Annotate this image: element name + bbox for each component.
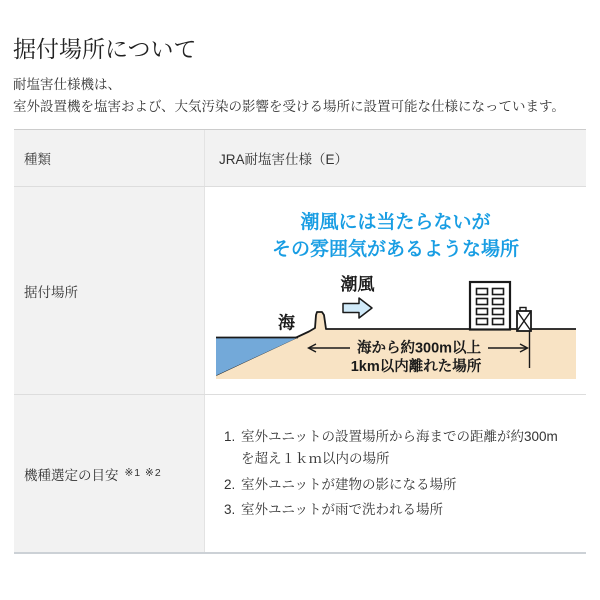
table-row-type: [14, 130, 586, 187]
row-header-type: 種類: [14, 130, 205, 186]
table-row-location: [14, 187, 586, 395]
list-item-text: 室外ユニットが建物の影になる場所: [241, 476, 457, 492]
location-headline: [205, 209, 586, 263]
sea-label: 海: [277, 313, 295, 333]
distance-label-line1: 海から約300m以上: [356, 340, 481, 357]
list-item-number: 3.: [224, 502, 236, 517]
spec-table: [14, 129, 586, 554]
list-item: [224, 474, 586, 497]
headline-line2: その雰囲気があるような場所: [271, 239, 519, 260]
building-icon: [470, 282, 510, 330]
row-value-location: [205, 187, 586, 394]
list-item-text: 室外ユニットの設置場所から海までの距離が約300mを超え１ｋｍ以内の場所: [241, 428, 558, 466]
criteria-header-note: ※1 ※2: [124, 466, 162, 479]
list-item: [224, 499, 586, 522]
list-item: [224, 426, 586, 471]
sea-breeze-arrow-icon: [343, 298, 372, 318]
list-item-number: 2.: [224, 476, 236, 492]
row-value-type: JRA耐塩害仕様（E）: [205, 130, 586, 186]
headline-line1: 潮風には当たらないが: [300, 212, 491, 233]
outdoor-unit-icon: [517, 308, 531, 332]
criteria-header-label: 機種選定の目安: [24, 467, 119, 483]
intro-line1: 耐塩害仕様機は、: [13, 77, 121, 92]
intro-line2: 室外設置機を塩害および、大気汚染の影響を受ける場所に設置可能な仕様になっています。: [13, 98, 565, 114]
page-title: 据付場所について: [13, 36, 197, 62]
list-item-number: 1.: [224, 428, 236, 444]
intro-text: [13, 74, 565, 117]
seaside-cross-section-diagram: [216, 271, 576, 381]
row-header-location: 据付場所: [14, 187, 205, 394]
table-row-criteria: [14, 395, 586, 552]
list-item-text: 室外ユニットが雨で洗われる場所: [241, 502, 443, 517]
row-value-criteria: [205, 395, 586, 552]
distance-label-line2: 1km以内離れた場所: [350, 359, 481, 375]
row-header-criteria: [14, 395, 205, 552]
sea-breeze-label: 潮風: [340, 275, 374, 294]
